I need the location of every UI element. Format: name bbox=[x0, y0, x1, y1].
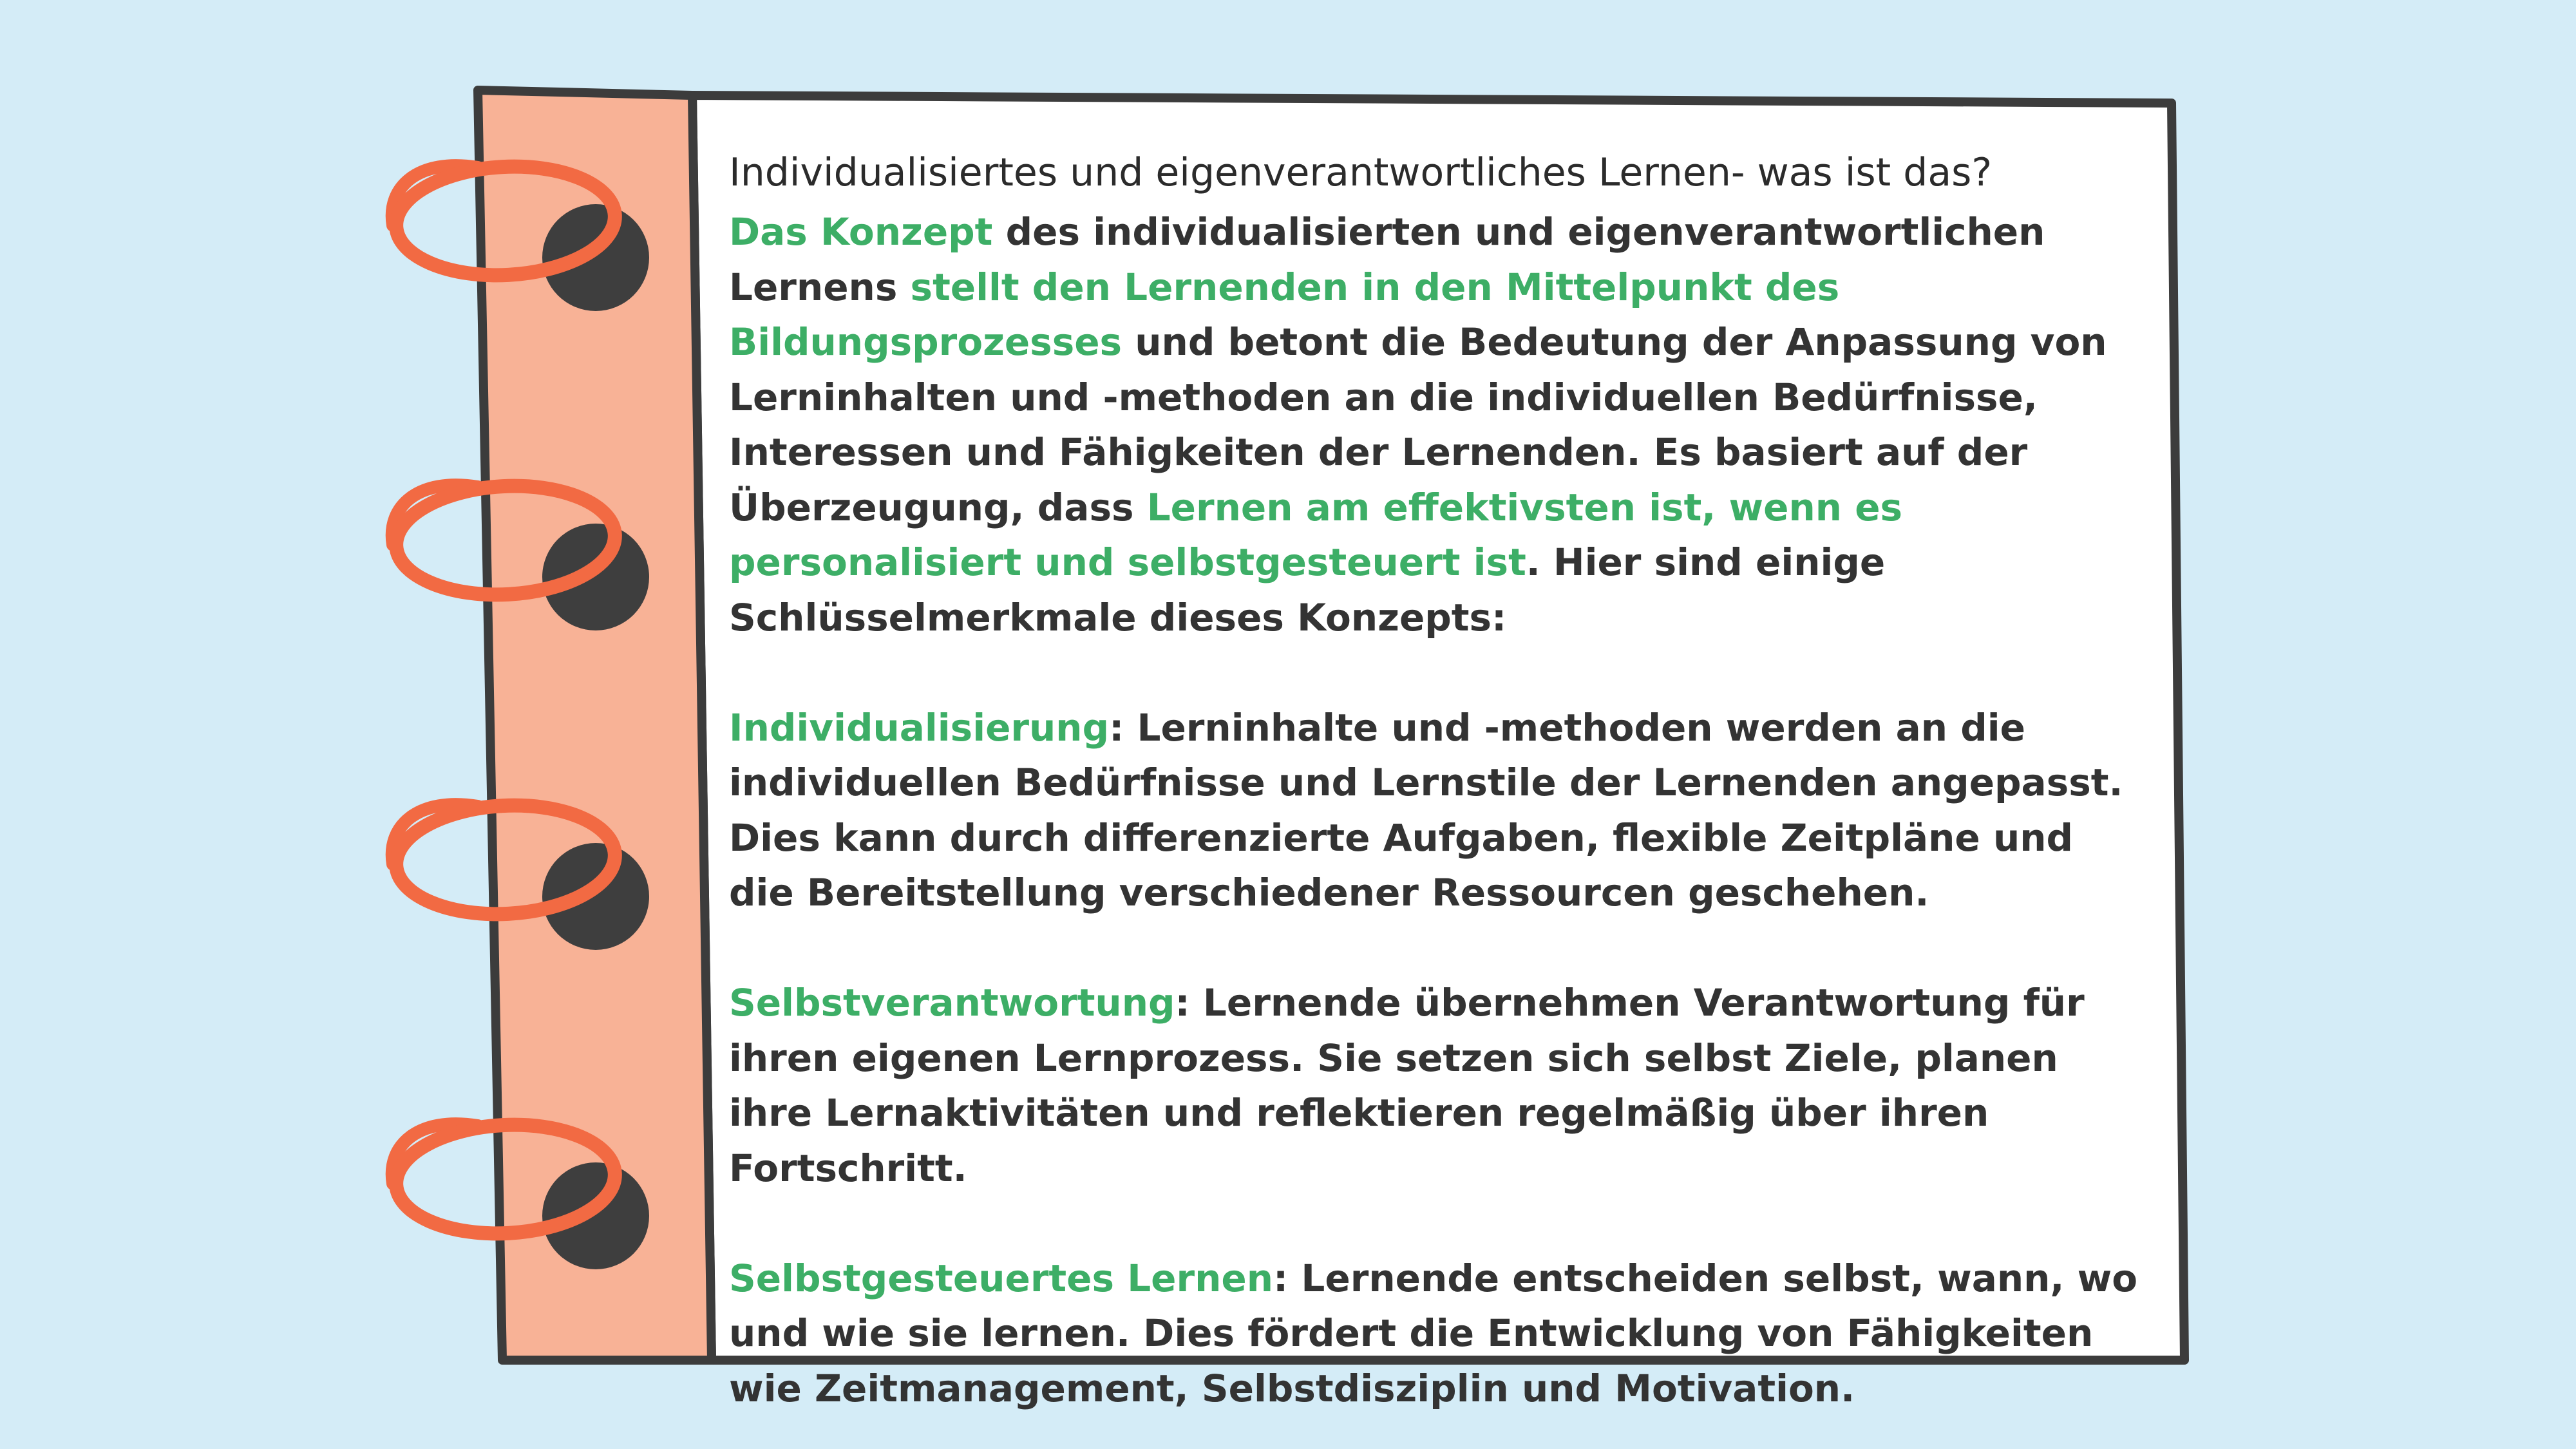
paragraph-4 bbox=[729, 1251, 2139, 1417]
binding-hole bbox=[542, 1162, 649, 1269]
highlighted-phrase: stellt den Lernenden in den Mittelpunkt des Bildungsprozesses bbox=[729, 265, 1840, 364]
body-text bbox=[729, 205, 2139, 1416]
highlighted-phrase: Individualisierung bbox=[729, 705, 1110, 750]
text-segment: : Lernende entscheiden selbst, wann, wo und wie sie lernen. Dies fördert die Entwicklung von Fähigkeiten wie Zeitmanagement, Selbstdisziplin und Motivation. bbox=[729, 1256, 2138, 1410]
notebook-page-content bbox=[729, 143, 2139, 1416]
page-title: Individualisiertes und eigenverantwortliches Lernen- was ist das? bbox=[729, 150, 1993, 195]
paragraph-2 bbox=[729, 701, 2139, 921]
binding-hole bbox=[542, 524, 649, 630]
text-segment: und betont die Bedeutung der Anpassung von Lerninhalten und -methoden an die individuellen Bedürfnisse, Interessen und Fähigkeiten der Lernenden. Es basiert auf der Überzeugung, dass bbox=[729, 320, 2107, 529]
text-segment: : Lerninhalte und -methoden werden an die individuellen Bedürfnisse und Lernstile der Lernenden angepasst. Dies kann durch differenzierte Aufgaben, flexible Zeitpläne und die Bereitstellung verschiedener Ressourcen geschehen. bbox=[729, 705, 2123, 914]
text-segment: des individualisierten und eigenverantwortlichen Lernens bbox=[729, 210, 2045, 309]
highlighted-phrase: Selbstverantwortung bbox=[729, 981, 1175, 1025]
binding-hole bbox=[542, 204, 649, 311]
highlighted-phrase: Lernen am effektivsten ist, wenn es personalisiert und selbstgesteuert ist bbox=[729, 485, 1903, 584]
text-segment: . Hier sind einige Schlüsselmerkmale dieses Konzepts: bbox=[729, 540, 1886, 639]
highlighted-phrase: Das Konzept bbox=[729, 210, 993, 254]
text-segment: : Lernende übernehmen Verantwortung für ihren eigenen Lernprozess. Sie setzen sich selbst Ziele, planen ihre Lernaktivitäten und reflektieren regelmäßig über ihren Fortschritt. bbox=[729, 981, 2085, 1190]
highlighted-phrase: Selbstgesteuertes Lernen bbox=[729, 1256, 1274, 1300]
paragraph-1 bbox=[729, 205, 2139, 645]
paragraph-3 bbox=[729, 976, 2139, 1196]
binding-hole bbox=[542, 843, 649, 950]
